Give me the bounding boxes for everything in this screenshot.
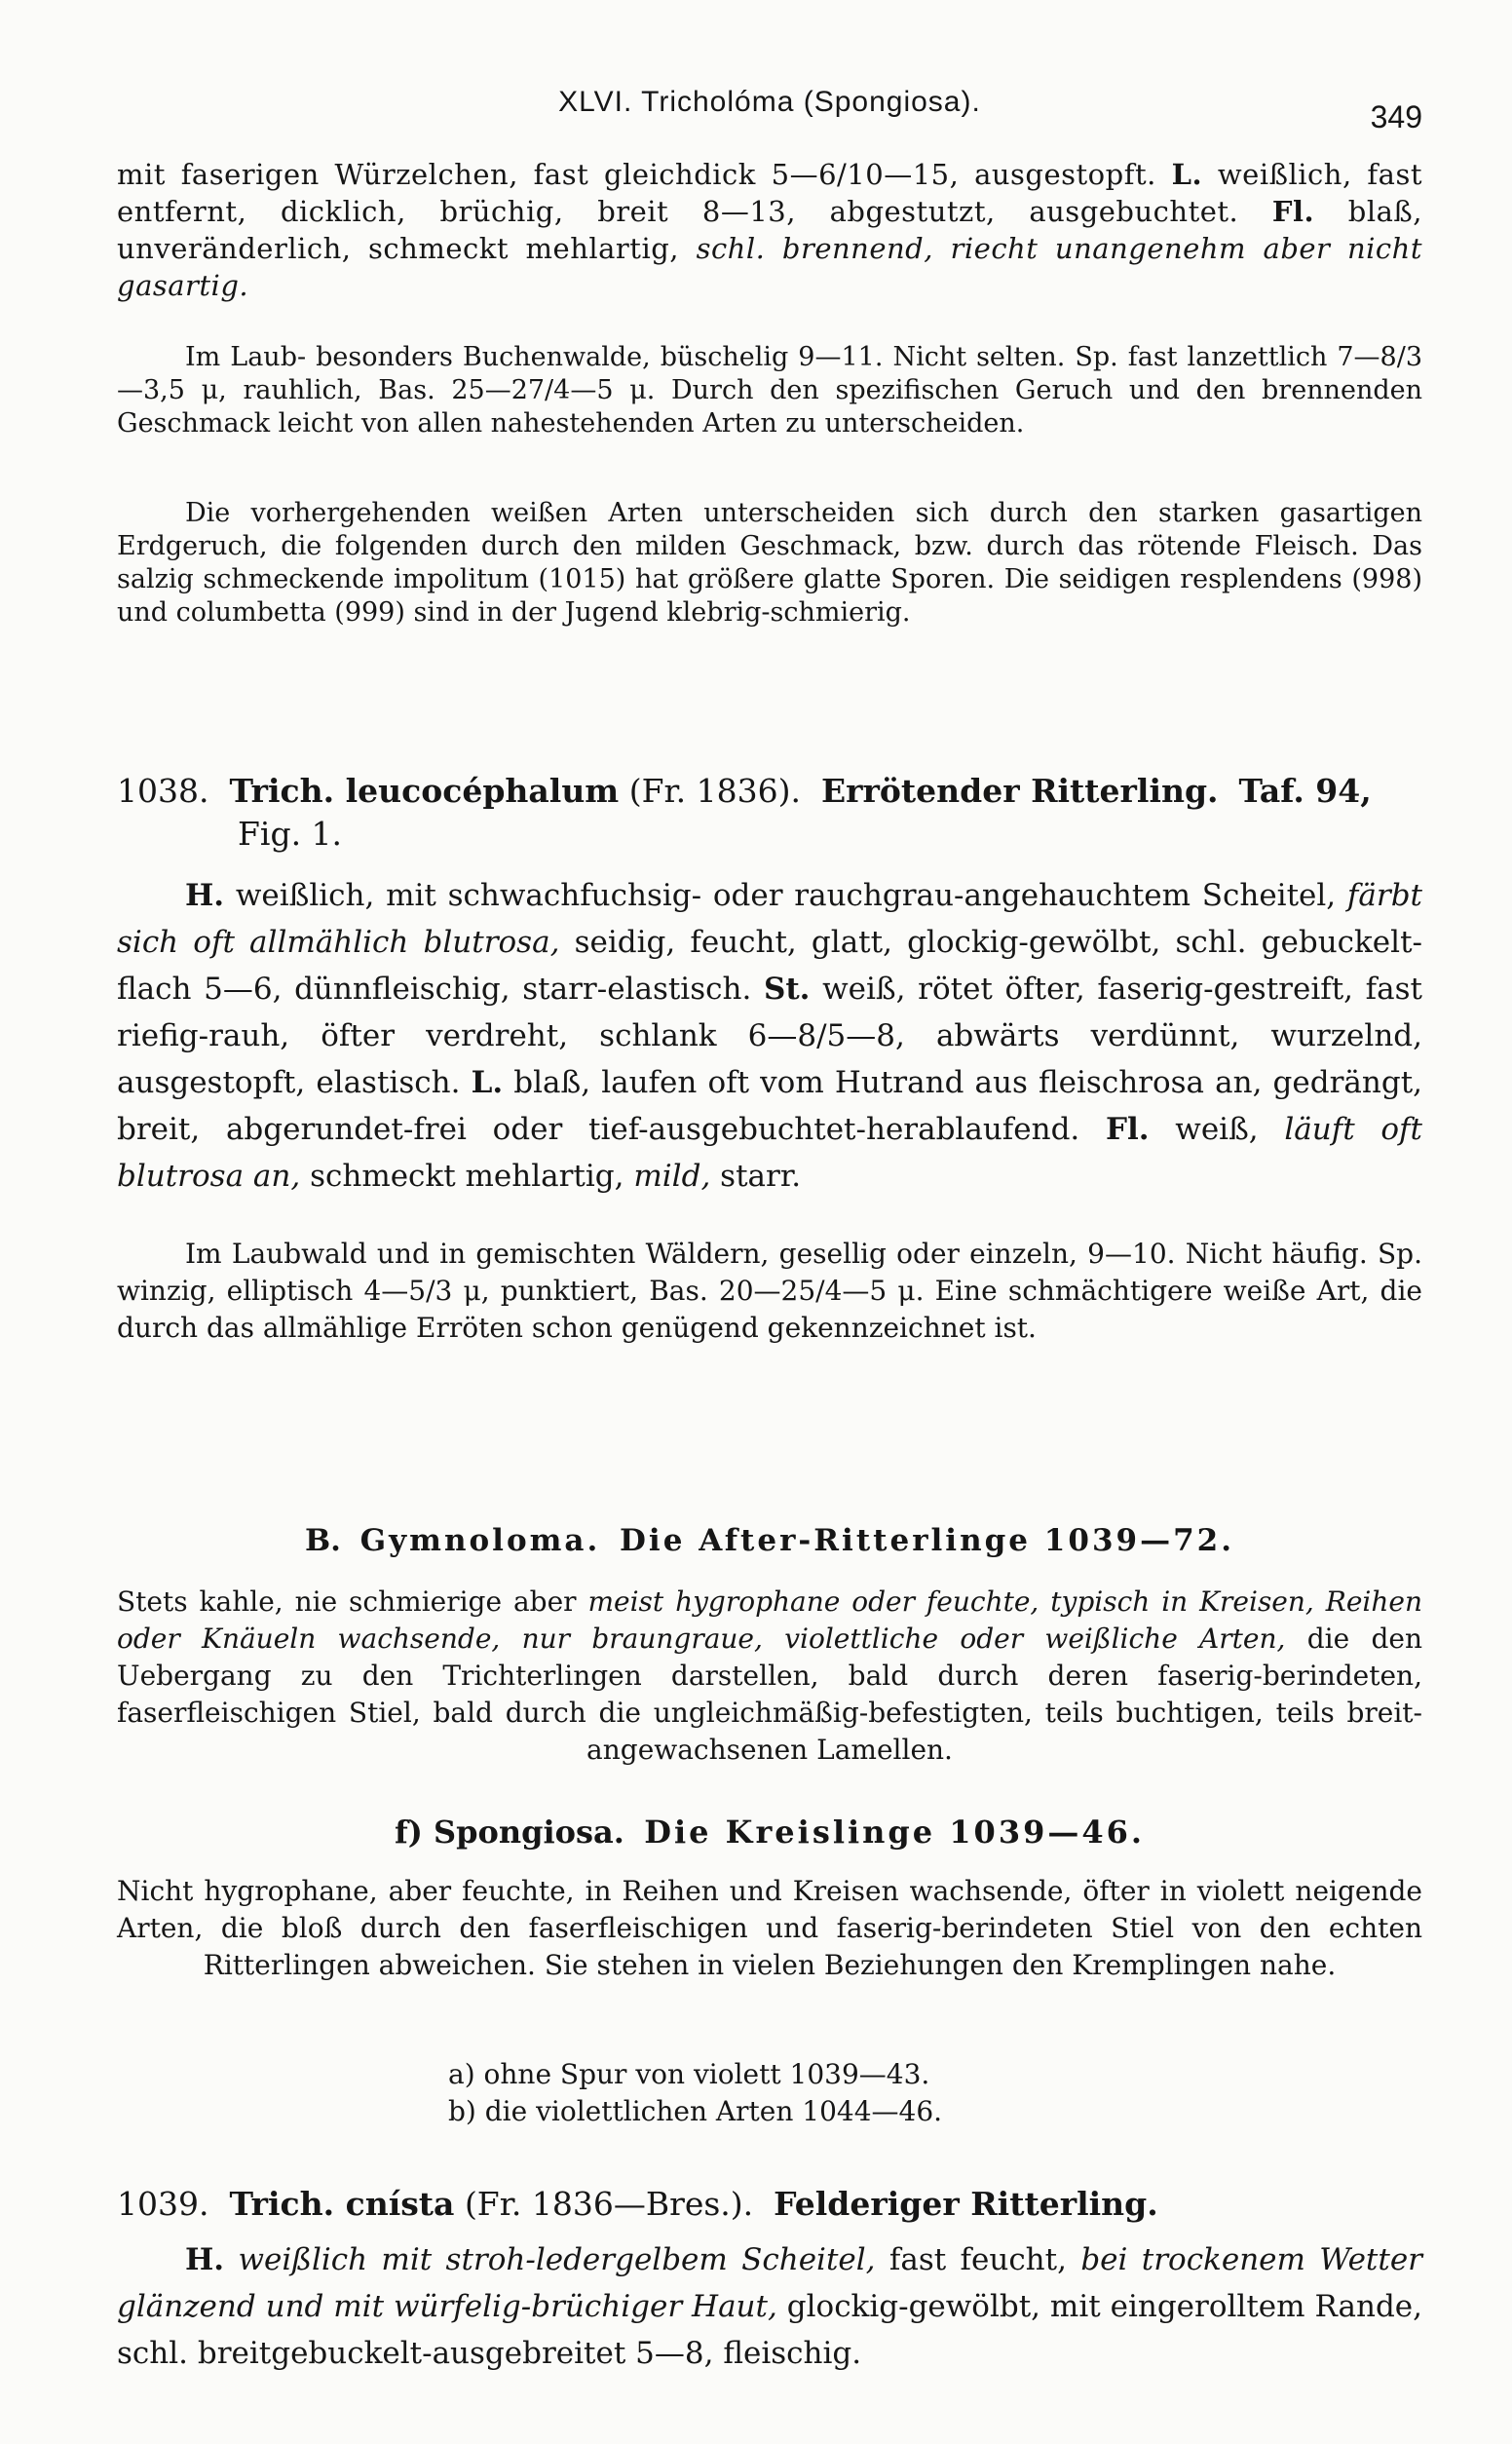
flesh-label-1038: Fl.	[1106, 1112, 1150, 1147]
running-head	[117, 86, 1422, 144]
species-1039-author: (Fr. 1836—Bres.).	[464, 2185, 754, 2223]
key-item-b: b) die violettlichen Arten 1044—46.	[448, 2095, 943, 2127]
lamellae-label: L.	[1171, 158, 1203, 191]
species-1038-plate: Taf. 94,	[1238, 772, 1372, 810]
section-f-title: Die Kreislinge 1039—46.	[644, 1814, 1146, 1851]
stem-label: St.	[763, 972, 811, 1007]
species-1039-name: Trich. cnísta	[229, 2185, 455, 2223]
top-stem-text: mit faserigen Würzelchen, fast gleichdick 5—6/10—15, ausgestopft.	[117, 158, 1156, 191]
species-1038-figure: Fig. 1.	[238, 815, 343, 853]
species-1039-common-name: Felderiger Ritterling.	[774, 2185, 1158, 2223]
flesh-text-1038-a: weiß,	[1175, 1112, 1259, 1147]
cap-text-2: seidig, feucht, glatt, glockig-gewölbt, schl. gebuckelt-flach 5—6, dünnfleischig, starr-elastisch.	[117, 925, 1422, 1007]
section-f-text	[117, 1873, 1422, 1984]
cap-text-1039-b: glockig-gewölbt, mit eingerolltem Rande, schl. breitgebuckelt-ausgebreitet 5—8, fleischig.	[117, 2289, 1422, 2371]
key-item-a: a) ohne Spur von violett 1039—43.	[448, 2058, 930, 2090]
flesh-label: Fl.	[1271, 195, 1315, 228]
cap-text-1039-a: fast feucht,	[888, 2242, 1067, 2277]
section-b-text	[117, 1584, 1422, 1769]
section-b-text-1: Stets kahle, nie schmierige aber	[117, 1585, 577, 1618]
flesh-italic-1038-a: läuft oft blutrosa an,	[117, 1112, 1422, 1194]
species-1038-name: Trich. leucocéphalum	[229, 772, 620, 810]
section-b-name: Gymnoloma.	[359, 1523, 601, 1558]
lamellae-text-1038: blaß, laufen oft vom Hutrand aus fleischrosa an, gedrängt, breit, abgerundet-frei oder tief-ausgebuchtet-herablaufend.	[117, 1065, 1423, 1147]
lamellae-label-1038: L.	[471, 1065, 504, 1100]
flesh-text-1038-b: schmeckt mehlartig,	[310, 1159, 624, 1194]
comparison-text: Die vorhergehenden weißen Arten unterscheiden sich durch den starken gasartigen Erdgeruch, die folgenden durch den milden Geschmack, bzw. durch das rötende Fleisch. Das salzig schmeckende impolitum (1015) hat größere glatte Sporen. Die seidigen resplendens (998) und columbetta (999) sind in der Jugend klebrig-schmierig.	[117, 498, 1422, 628]
section-b-prefix: B.	[304, 1523, 341, 1558]
species-1038-habitat-text: Im Laubwald und in gemischten Wäldern, gesellig oder einzeln, 9—10. Nicht häufig. Sp. winzig, elliptisch 4—5/3 μ, punktiert, Bas. 20—25/4—5 μ. Eine schmächtigere weiße Art, die durch das allmählige Erröten schon genügend gekennzeichnet ist.	[117, 1238, 1422, 1344]
key-list	[448, 2056, 1130, 2130]
species-1038-description	[117, 872, 1422, 1200]
flesh-italic: schl. brennend, riecht unangenehm aber nicht gasartig.	[117, 232, 1422, 302]
section-b-italic: meist hygrophane oder feuchte, typisch in Kreisen, Reihen oder Knäueln wachsende, nur braungraue, violettliche oder weißliche Arten,	[117, 1585, 1422, 1655]
cap-italic-1039-b: bei trockenem Wetter glänzend und mit würfelig-brüchiger Haut,	[117, 2242, 1422, 2324]
species-1038-heading	[117, 770, 1422, 856]
species-1039-number: 1039.	[117, 2185, 209, 2223]
section-f-paragraph: Nicht hygrophane, aber feuchte, in Reihen und Kreisen wachsende, öfter in violett neigende Arten, die bloß durch den faserfleischigen und faserig-berindeten Stiel von den echten Ritterlingen abweichen. Sie stehen in vielen Beziehungen den Kremplingen nahe.	[117, 1875, 1422, 1981]
flesh-text: blaß, unveränderlich, schmeckt mehlartig,	[117, 195, 1422, 265]
lamellae-text: weißlich, fast entfernt, dicklich, brüchig, breit 8—13, abgestutzt, ausgebuchtet.	[117, 158, 1422, 228]
cap-label: H.	[185, 878, 225, 913]
cap-label-1039: H.	[185, 2242, 225, 2277]
top-paragraph	[117, 156, 1422, 304]
stem-text: weiß, rötet öfter, faserig-gestreift, fast riefig-rauh, öfter verdreht, schlank 6—8/5—8, abwärts verdünnt, wurzelnd, ausgestopft, elastisch.	[117, 972, 1423, 1100]
habitat-paragraph-1	[117, 341, 1422, 440]
species-1039-heading	[117, 2183, 1422, 2226]
species-1038-author: (Fr. 1836).	[628, 772, 801, 810]
running-head-title: XLVI. Tricholóma (Spongiosa).	[558, 86, 981, 118]
species-1038-number: 1038.	[117, 772, 209, 810]
habitat-1-text: Im Laub- besonders Buchenwalde, büschelig 9—11. Nicht selten. Sp. fast lanzettlich 7—8/3—3,5 μ, rauhlich, Bas. 25—27/4—5 μ. Durch den spezifischen Geruch und den brennenden Geschmack leicht von allen nahestehenden Arten zu unterscheiden.	[117, 342, 1422, 439]
section-f-prefix: f) Spongiosa.	[394, 1814, 624, 1851]
comparison-paragraph	[117, 497, 1422, 630]
species-1039-description	[117, 2236, 1422, 2377]
cap-text-1: weißlich, mit schwachfuchsig- oder rauchgrau-angehauchtem Scheitel,	[235, 878, 1337, 913]
section-b-text-2: die den Uebergang zu den Trichterlingen darstellen, bald durch deren faserig-berindeten, faserfleischigen Stiel, bald durch die ungleichmäßig-befestigten, teils buchtigen, teils breit-angewachsenen Lamellen.	[117, 1623, 1422, 1766]
cap-italic: färbt sich oft allmählich blutrosa,	[117, 878, 1422, 960]
page-number: 349	[1370, 99, 1422, 134]
species-1038-habitat	[117, 1236, 1422, 1347]
cap-italic-1039-a: weißlich mit stroh-ledergelbem Scheitel,	[238, 2242, 876, 2277]
flesh-italic-1038-b: mild,	[633, 1159, 711, 1194]
section-b-title: Die After-Ritterlinge 1039—72.	[620, 1523, 1235, 1558]
section-f-heading	[117, 1811, 1422, 1853]
species-1038-common-name: Errötender Ritterling.	[820, 772, 1219, 810]
flesh-text-1038-c: starr.	[720, 1159, 802, 1194]
section-b-heading	[117, 1520, 1422, 1561]
